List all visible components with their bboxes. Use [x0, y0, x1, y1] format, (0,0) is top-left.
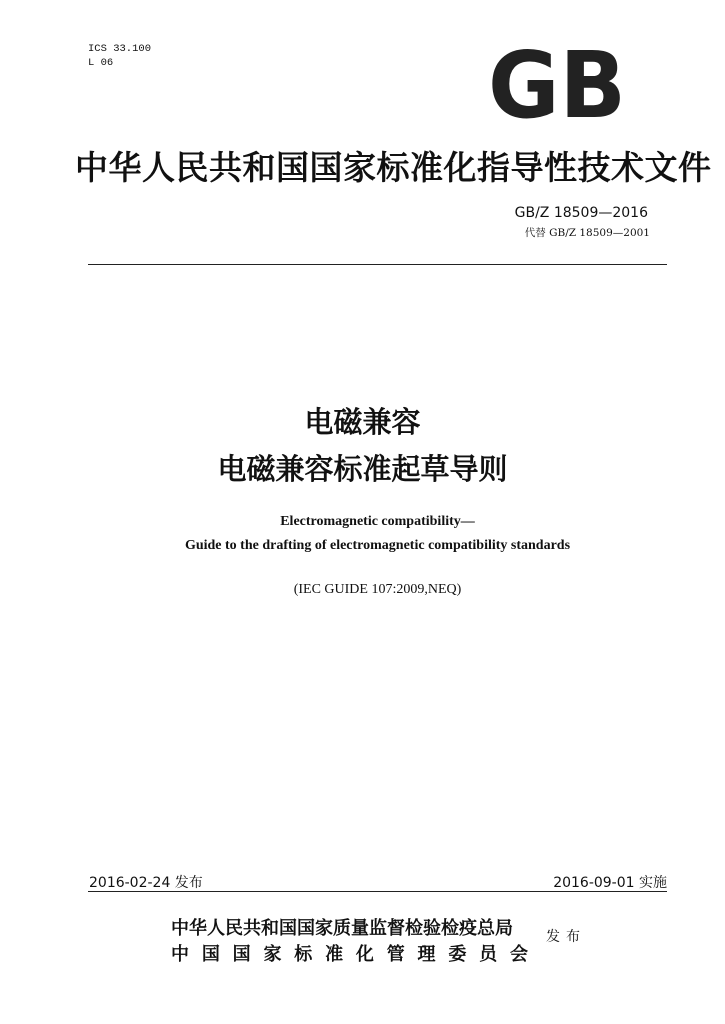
svg-text:GB: GB	[488, 45, 626, 123]
issue-date: 2016-02-24 发布	[89, 875, 203, 891]
replaces-standard: 代替 GB/Z 18509—2001	[524, 227, 650, 239]
standard-number: GB/Z 18509—2016	[514, 205, 648, 221]
ics-code: ICS 33.100	[88, 43, 152, 55]
bottom-divider	[88, 891, 667, 892]
ccs-code: L 06	[88, 57, 114, 69]
issuer-sac: 中 国 国 家 标 准 化 管 理 委 员 会	[171, 944, 528, 965]
document-type-heading: 中华人民共和国国家标准化指导性技术文件	[75, 148, 712, 187]
issuer-aqsiq: 中华人民共和国国家质量监督检验检疫总局	[171, 918, 513, 939]
title-cn-sub: 电磁兼容标准起草导则	[217, 452, 508, 486]
top-divider	[88, 264, 667, 265]
title-en-main: Electromagnetic compatibility—	[280, 514, 475, 529]
title-cn-main: 电磁兼容	[304, 405, 421, 439]
gb-logo	[486, 45, 628, 123]
implementation-date: 2016-09-01 实施	[553, 875, 667, 891]
publish-label: 发布	[546, 929, 586, 945]
adoption-note: (IEC GUIDE 107:2009,NEQ)	[293, 582, 462, 597]
title-en-sub: Guide to the drafting of electromagnetic compatibility standards	[184, 538, 571, 553]
